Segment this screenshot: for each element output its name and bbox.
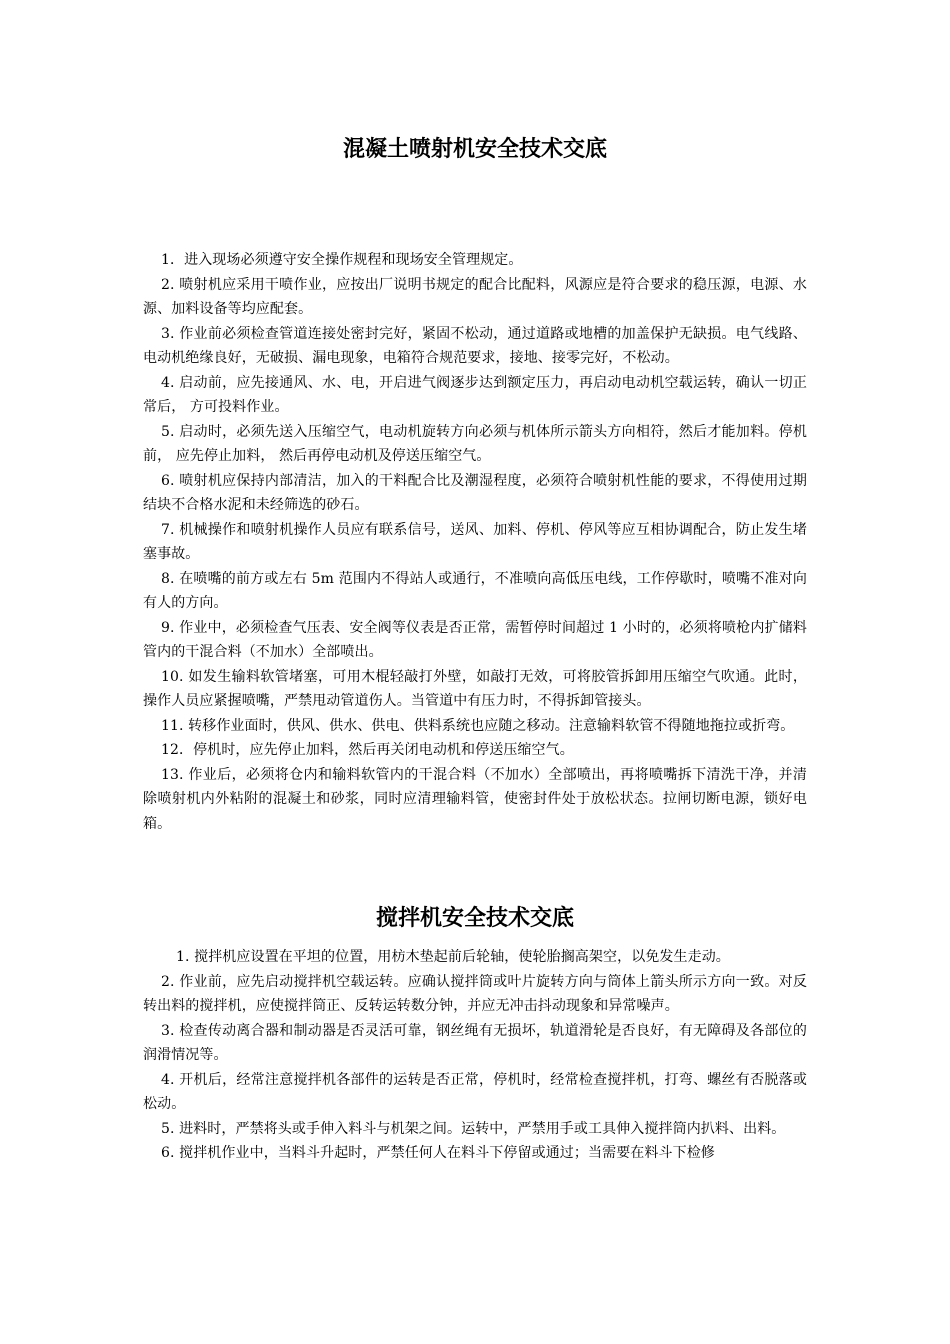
rule-paragraph: 5. 启动时，必须先送入压缩空气，电动机旋转方向必须与机体所示箭头方向相符，然后才能加料。停机前， 应先停止加料， 然后再停电动机及停送压缩空气。 xyxy=(143,423,807,464)
rule-paragraph: 3. 作业前必须检查管道连接处密封完好，紧固不松动，通过道路或地槽的加盖保护无缺损。电气线路、电动机绝缘良好，无破损、漏电现象，电箱符合规范要求，接地、接零完好，不松动。 xyxy=(143,325,807,366)
rule-paragraph: 7. 机械操作和喷射机操作人员应有联系信号，送风、加料、停机、停风等应互相协调配合，防止发生堵塞事故。 xyxy=(143,521,807,562)
rule-paragraph: 3. 检查传动离合器和制动器是否灵活可靠，钢丝绳有无损坏，轨道滑轮是否良好，有无障碍及各部位的润滑情况等。 xyxy=(143,1022,807,1063)
rule-paragraph: 6. 喷射机应保持内部清洁，加入的干料配合比及潮湿程度，必须符合喷射机性能的要求，不得使用过期结块不合格水泥和未经筛选的砂石。 xyxy=(143,472,807,513)
rule-paragraph: 2. 作业前，应先启动搅拌机空载运转。应确认搅拌筒或叶片旋转方向与筒体上箭头所示方向一致。对反转出料的搅拌机，应使搅拌筒正、反转运转数分钟，并应无冲击抖动现象和异常噪声。 xyxy=(143,973,807,1014)
rule-paragraph: 4. 开机后，经常注意搅拌机各部件的运转是否正常，停机时，经常检查搅拌机，打弯、螺丝有否脱落或松动。 xyxy=(143,1071,807,1112)
rule-paragraph: 10. 如发生输料软管堵塞，可用木棍轻敲打外壁，如敲打无效，可将胶管拆卸用压缩空气吹通。此时，操作人员应紧握喷嘴，严禁甩动管道伤人。当管道中有压力时，不得拆卸管接头。 xyxy=(143,668,807,709)
rule-paragraph: 8. 在喷嘴的前方或左右 5m 范围内不得站人或通行，不准喷向高低压电线，工作停歇时，喷嘴不准对向有人的方向。 xyxy=(143,570,807,611)
section-shotcrete-rules xyxy=(143,248,807,836)
rule-paragraph: 12．停机时，应先停止加料，然后再关闭电动机和停送压缩空气。 xyxy=(161,742,574,758)
rule-paragraph: 13. 作业后，必须将仓内和输料软管内的干混合料（不加水）全部喷出，再将喷嘴拆下清洗干净，并清除喷射机内外粘附的混凝土和砂浆，同时应清理输料管，使密封件处于放松状态。拉闸切断电源，锁好电箱。 xyxy=(143,766,807,832)
rule-paragraph: 9. 作业中，必须检查气压表、安全阀等仪表是否正常，需暂停时间超过 1 小时的，必须将喷枪内扩储料管内的干混合料（不加水）全部喷出。 xyxy=(143,619,807,660)
rule-paragraph: 6. 搅拌机作业中，当料斗升起时，严禁任何人在料斗下停留或通过；当需要在料斗下检修 xyxy=(161,1145,715,1161)
section-mixer-rules xyxy=(143,945,807,1166)
document-title-shotcrete: 混凝土喷射机安全技术交底 xyxy=(342,137,607,162)
rule-paragraph: 4. 启动前，应先接通风、水、电，开启进气阀逐步达到额定压力，再启动电动机空载运转，确认一切正常后， 方可投料作业。 xyxy=(143,374,807,415)
rule-paragraph: 2. 喷射机应采用干喷作业，应按出厂说明书规定的配合比配料，风源应是符合要求的稳压源，电源、水源、加料设备等均应配套。 xyxy=(143,276,807,317)
document-title-mixer: 搅拌机安全技术交底 xyxy=(375,906,574,931)
rule-paragraph: 1. 搅拌机应设置在平坦的位置，用枋木垫起前后轮轴，使轮胎搁高架空，以免发生走动。 xyxy=(176,949,730,965)
rule-paragraph: 1．进入现场必须遵守安全操作规程和现场安全管理规定。 xyxy=(161,252,523,268)
rule-paragraph: 11. 转移作业面时，供风、供水、供电、供料系统也应随之移动。注意输料软管不得随地拖拉或折弯。 xyxy=(161,717,795,734)
rule-paragraph: 5. 进料时，严禁将头或手伸入料斗与机架之间。运转中，严禁用手或工具伸入搅拌筒内扒料、出料。 xyxy=(161,1120,786,1137)
